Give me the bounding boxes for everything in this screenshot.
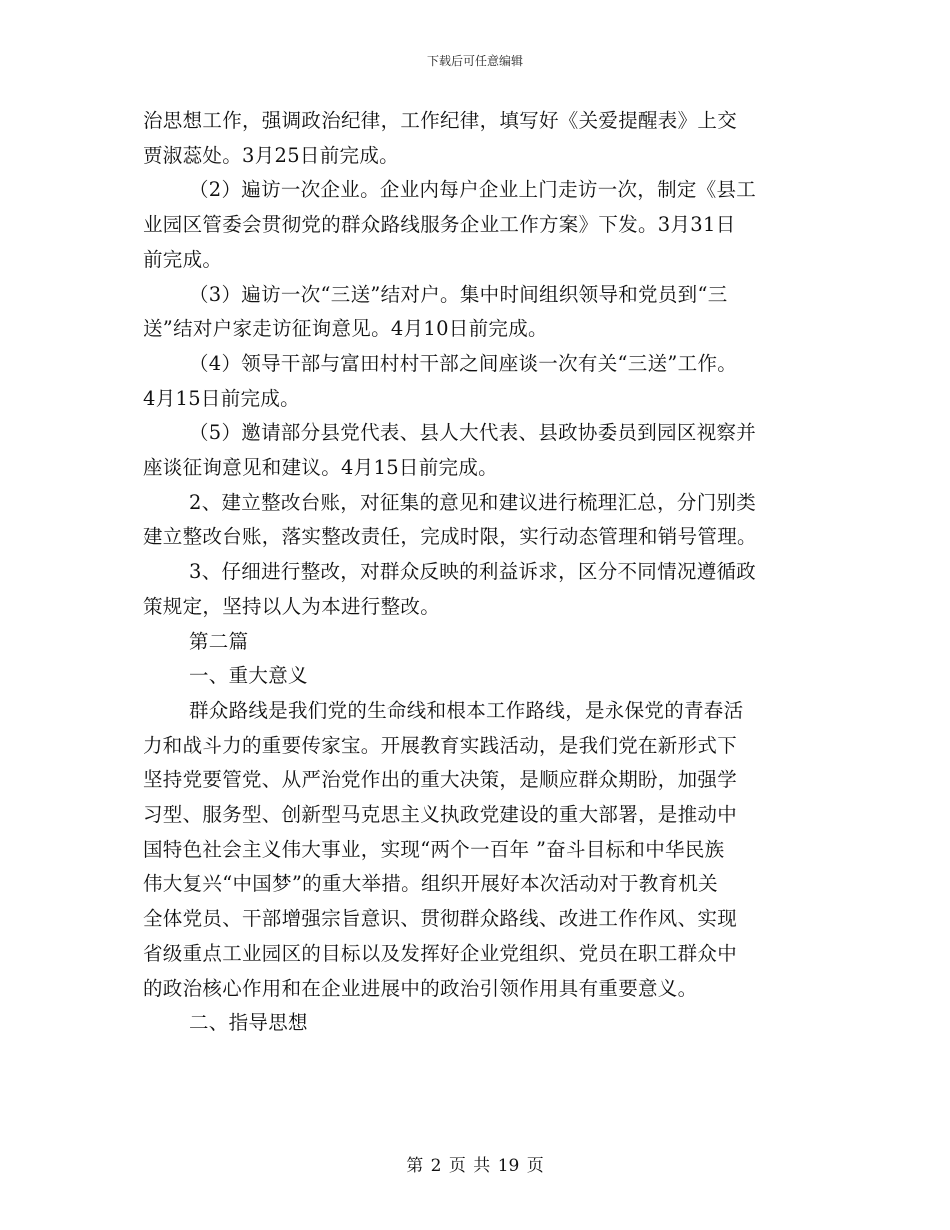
text-line: 贾淑蕊处。3月25日前完成。 xyxy=(143,143,399,167)
text-line: 的政治核心作用和在企业进展中的政治引领作用具有重要意义。 xyxy=(143,976,698,1000)
text-line: 省级重点工业园区的目标以及发挥好企业党组织、党员在职工群众中 xyxy=(143,941,738,965)
text-line: 群众路线是我们党的生命线和根本工作路线，是永保党的青春活 xyxy=(189,698,744,722)
text-line: 国特色社会主义伟大事业，实现“两个一百年 ”奋斗目标和中华民族 xyxy=(143,837,725,861)
text-line: 建立整改台账，落实整改责任，完成时限，实行动态管理和销号管理。 xyxy=(143,525,757,549)
paragraph xyxy=(143,555,809,624)
paragraph xyxy=(143,104,809,173)
text-line: 策规定，坚持以人为本进行整改。 xyxy=(143,594,441,618)
section-heading xyxy=(143,659,809,694)
text-line: 坚持党要管党、从严治党作出的重大决策，是顺应群众期盼，加强学 xyxy=(143,768,738,792)
text-line: 力和战斗力的重要传家宝。开展教育实践活动，是我们党在新形式下 xyxy=(143,733,738,757)
page-header: 下载后可任意编辑 xyxy=(426,54,523,68)
text-line: 业园区管委会贯彻党的群众路线服务企业工作方案》下发。3月31日 xyxy=(143,213,736,237)
paragraph xyxy=(143,486,809,555)
text-line: 全体党员、干部增强宗旨意识、贯彻群众路线、改进工作作风、实现 xyxy=(143,907,738,931)
text-line: 2、建立整改台账，对征集的意见和建议进行梳理汇总，分门别类 xyxy=(189,490,757,514)
text-line: 二、指导思想 xyxy=(189,1011,308,1035)
text-line: （3）遍访一次“三送”结对户。集中时间组织领导和党员到“三 xyxy=(189,282,728,306)
section-heading xyxy=(143,1006,809,1041)
text-line: 习型、服务型、创新型马克思主义执政党建设的重大部署，是推动中 xyxy=(143,803,738,827)
text-line: 第二篇 xyxy=(189,629,249,653)
page-footer: 第 2 页 共 19 页 xyxy=(406,1156,544,1176)
text-line: （4）领导干部与富田村村干部之间座谈一次有关“三送”工作。 xyxy=(189,351,738,375)
text-line: 4月15日前完成。 xyxy=(143,386,300,410)
paragraph xyxy=(143,347,809,416)
paragraph xyxy=(143,416,809,485)
text-line: 治思想工作，强调政治纪律，工作纪律，填写好《关爱提醒表》上交 xyxy=(143,109,738,132)
text-line: 送”结对户家走访征询意见。4月10日前完成。 xyxy=(143,317,548,341)
section-title xyxy=(143,625,809,660)
text-line: （5）邀请部分县党代表、县人大代表、县政协委员到园区视察并 xyxy=(189,421,757,445)
text-line: （2）遍访一次企业。企业内每户企业上门走访一次，制定《县工 xyxy=(189,178,757,202)
document-body xyxy=(143,104,809,1041)
text-line: 前完成。 xyxy=(143,247,223,271)
text-line: 一、重大意义 xyxy=(189,664,308,688)
paragraph xyxy=(143,694,809,1006)
text-line: 3、仔细进行整改，对群众反映的利益诉求，区分不同情况遵循政 xyxy=(189,560,757,584)
text-line: 伟大复兴“中国梦”的重大举措。组织开展好本次活动对于教育机关 xyxy=(143,872,718,896)
text-line: 座谈征询意见和建议。4月15日前完成。 xyxy=(143,456,498,480)
paragraph xyxy=(143,278,809,347)
paragraph xyxy=(143,173,809,277)
